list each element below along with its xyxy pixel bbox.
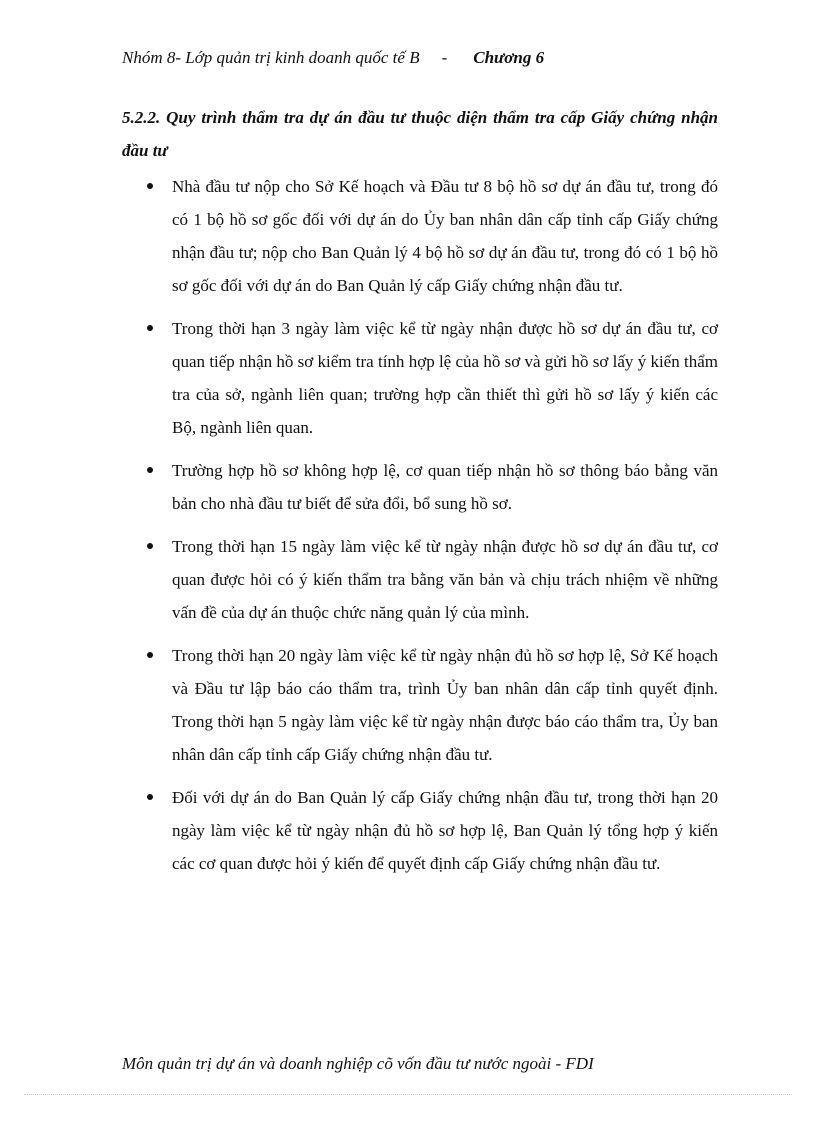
bullet-text: Trong thời hạn 3 ngày làm việc kể từ ngày nhận được hồ sơ dự án đầu tư, cơ quan tiếp nhận hồ sơ kiểm tra tính hợp lệ của hồ sơ và gửi hồ sơ lấy ý kiến thẩm tra của sở, ngành liên quan; trường hợp cần thiết thì gửi hồ sơ lấy ý kiến các Bộ, ngành liên quan.	[172, 319, 718, 437]
bullet-text: Trong thời hạn 15 ngày làm việc kể từ ngày nhận được hồ sơ dự án đầu tư, cơ quan được hỏi có ý kiến thẩm tra bằng văn bản và chịu trách nhiệm về những vấn đề của dự án thuộc chức năng quản lý của mình.	[172, 537, 718, 622]
bullet-list	[172, 170, 718, 890]
footer-divider	[24, 1094, 792, 1095]
page-header	[122, 48, 544, 68]
bullet-dot-icon	[147, 183, 153, 189]
section-title: 5.2.2. Quy trình thẩm tra dự án đầu tư thuộc diện thẩm tra cấp Giấy chứng nhận đầu tư	[122, 108, 718, 160]
bullet-dot-icon	[147, 543, 153, 549]
bullet-text: Trường hợp hồ sơ không hợp lệ, cơ quan tiếp nhận hồ sơ thông báo bằng văn bản cho nhà đầu tư biết để sửa đổi, bổ sung hồ sơ.	[172, 461, 718, 513]
header-separator: -	[441, 48, 448, 67]
page-footer: Môn quản trị dự án và doanh nghiệp cõ vốn đầu tư nước ngoài - FDI	[122, 1054, 594, 1073]
bullet-item	[172, 639, 718, 771]
bullet-text: Đối với dự án do Ban Quản lý cấp Giấy chứng nhận đầu tư, trong thời hạn 20 ngày làm việc kể từ ngày nhận đủ hồ sơ hợp lệ, Ban Quản lý tổng hợp ý kiến các cơ quan được hỏi ý kiến để quyết định cấp Giấy chứng nhận đầu tư.	[172, 788, 718, 873]
header-chapter: Chương 6	[473, 48, 545, 67]
bullet-dot-icon	[147, 325, 153, 331]
bullet-item	[172, 530, 718, 629]
bullet-item	[172, 312, 718, 444]
header-group-text: Nhóm 8- Lớp quản trị kinh doanh quốc tế B	[122, 48, 420, 67]
bullet-item	[172, 781, 718, 880]
bullet-dot-icon	[147, 467, 153, 473]
bullet-dot-icon	[147, 652, 153, 658]
bullet-text: Nhà đầu tư nộp cho Sở Kế hoạch và Đầu tư 8 bộ hồ sơ dự án đầu tư, trong đó có 1 bộ hồ sơ gốc đối với dự án do Ủy ban nhân dân cấp tỉnh cấp Giấy chứng nhận đầu tư; nộp cho Ban Quản lý 4 bộ hồ sơ dự án đầu tư, trong đó có 1 bộ hồ sơ gốc đối với dự án do Ban Quản lý cấp Giấy chứng nhận đầu tư.	[172, 177, 718, 295]
bullet-dot-icon	[147, 794, 153, 800]
bullet-text: Trong thời hạn 20 ngày làm việc kể từ ngày nhận đủ hồ sơ hợp lệ, Sở Kế hoạch và Đầu tư lập báo cáo thẩm tra, trình Ủy ban nhân dân cấp tỉnh quyết định. Trong thời hạn 5 ngày làm việc kể từ ngày nhận được báo cáo thẩm tra, Ủy ban nhân dân cấp tỉnh cấp Giấy chứng nhận đầu tư.	[172, 646, 718, 764]
bullet-item	[172, 170, 718, 302]
bullet-item	[172, 454, 718, 520]
